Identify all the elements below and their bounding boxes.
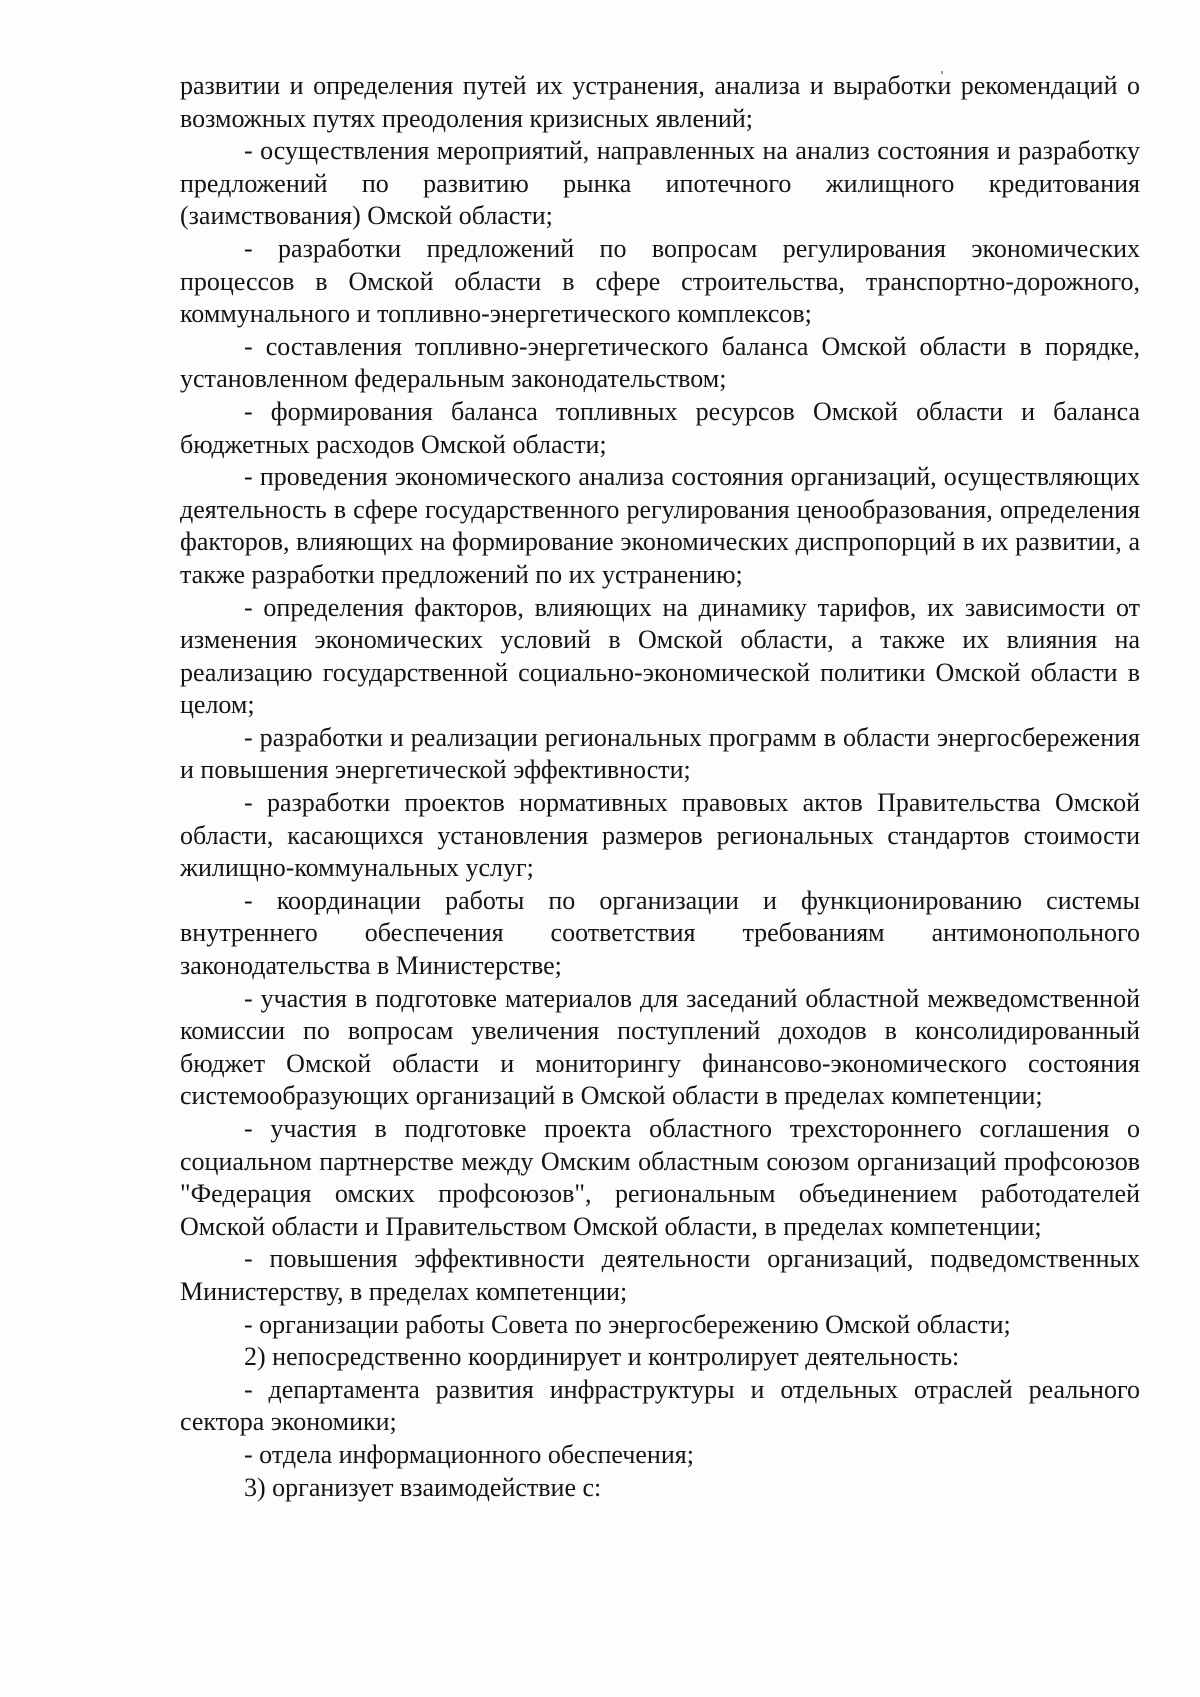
paragraph-antimonopoly-compliance: - координации работы по организации и функционированию системы внутреннего обеспечения соответствия требованиям антимонопольного законодательства в Министерстве; xyxy=(180,885,1140,981)
paragraph-organizes-interaction: 3) организует взаимодействие с: xyxy=(244,1472,602,1502)
paragraph-economic-regulation: - разработки предложений по вопросам регулирования экономических процессов в Омской области в сфере строительства, транспортно-дорожного, коммунального и топливно-энергетического комплексов; xyxy=(180,233,1140,329)
paragraph-information-department: - отдела информационного обеспечения; xyxy=(244,1439,694,1469)
paragraph-regulatory-acts: - разработки проектов нормативных правовых актов Правительства Омской области, касающихся установления размеров региональных стандартов стоимости жилищно-коммунальных услуг; xyxy=(180,788,1140,883)
paragraph-coordinates-controls: 2) непосредственно координирует и контролирует деятельность: xyxy=(244,1342,960,1372)
paragraph-continuation: развитии и определения путей их устранения, анализа и выработки рекомендаций о возможных путях преодоления кризисных явлений; xyxy=(180,71,1140,133)
paragraph-tripartite-agreement: - участия в подготовке проекта областного трехстороннего соглашения о социальном партнерстве между Омским областным союзом организаций профсоюзов "Федерация омских профсоюзов", региональным объединением работодателей Омской области и Правительством Омской области, в пределах компетенции; xyxy=(180,1114,1140,1241)
paragraph-fuel-resources-balance: - формирования баланса топливных ресурсов Омской области и баланса бюджетных расходов Омской области; xyxy=(180,396,1140,459)
document-body xyxy=(180,70,1140,1504)
paragraph-interagency-commission: - участия в подготовке материалов для заседаний областной межведомственной комиссии по вопросам увеличения поступлений доходов в консолидированный бюджет Омской области и мониторингу финансово-экономического состояния системообразующих организаций в Омской области в пределах компетенции; xyxy=(180,983,1140,1111)
paragraph-energy-saving-programs: - разработки и реализации региональных программ в области энергосбережения и повышения энергетической эффективности; xyxy=(180,722,1140,785)
paragraph-economic-analysis: - проведения экономического анализа состояния организаций, осуществляющих деятельность в сфере государственного регулирования ценообразования, определения факторов, влияющих на формирование экономических диспропорций в их развитии, а также разработки предложений по их устранению; xyxy=(180,462,1140,589)
paragraph-mortgage-market: - осуществления мероприятий, направленных на анализ состояния и разработку предложений по развитию рынка ипотечного жилищного кредитования (заимствования) Омской области; xyxy=(180,136,1140,231)
paragraph-subordinate-efficiency: - повышения эффективности деятельности организаций, подведомственных Министерству, в пределах компетенции; xyxy=(180,1244,1140,1306)
paragraph-infrastructure-department: - департамента развития инфраструктуры и отдельных отраслей реального сектора экономики; xyxy=(180,1374,1140,1437)
paragraph-fuel-energy-balance: - составления топливно-энергетического баланса Омской области в порядке, установленном федеральным законодательством; xyxy=(180,331,1140,394)
paragraph-energy-council: - организации работы Совета по энергосбережению Омской области; xyxy=(244,1309,1011,1339)
paragraph-tariff-factors: - определения факторов, влияющих на динамику тарифов, их зависимости от изменения экономических условий в Омской области, а также их влияния на реализацию государственной социально-экономической политики Омской области в целом; xyxy=(180,592,1140,720)
